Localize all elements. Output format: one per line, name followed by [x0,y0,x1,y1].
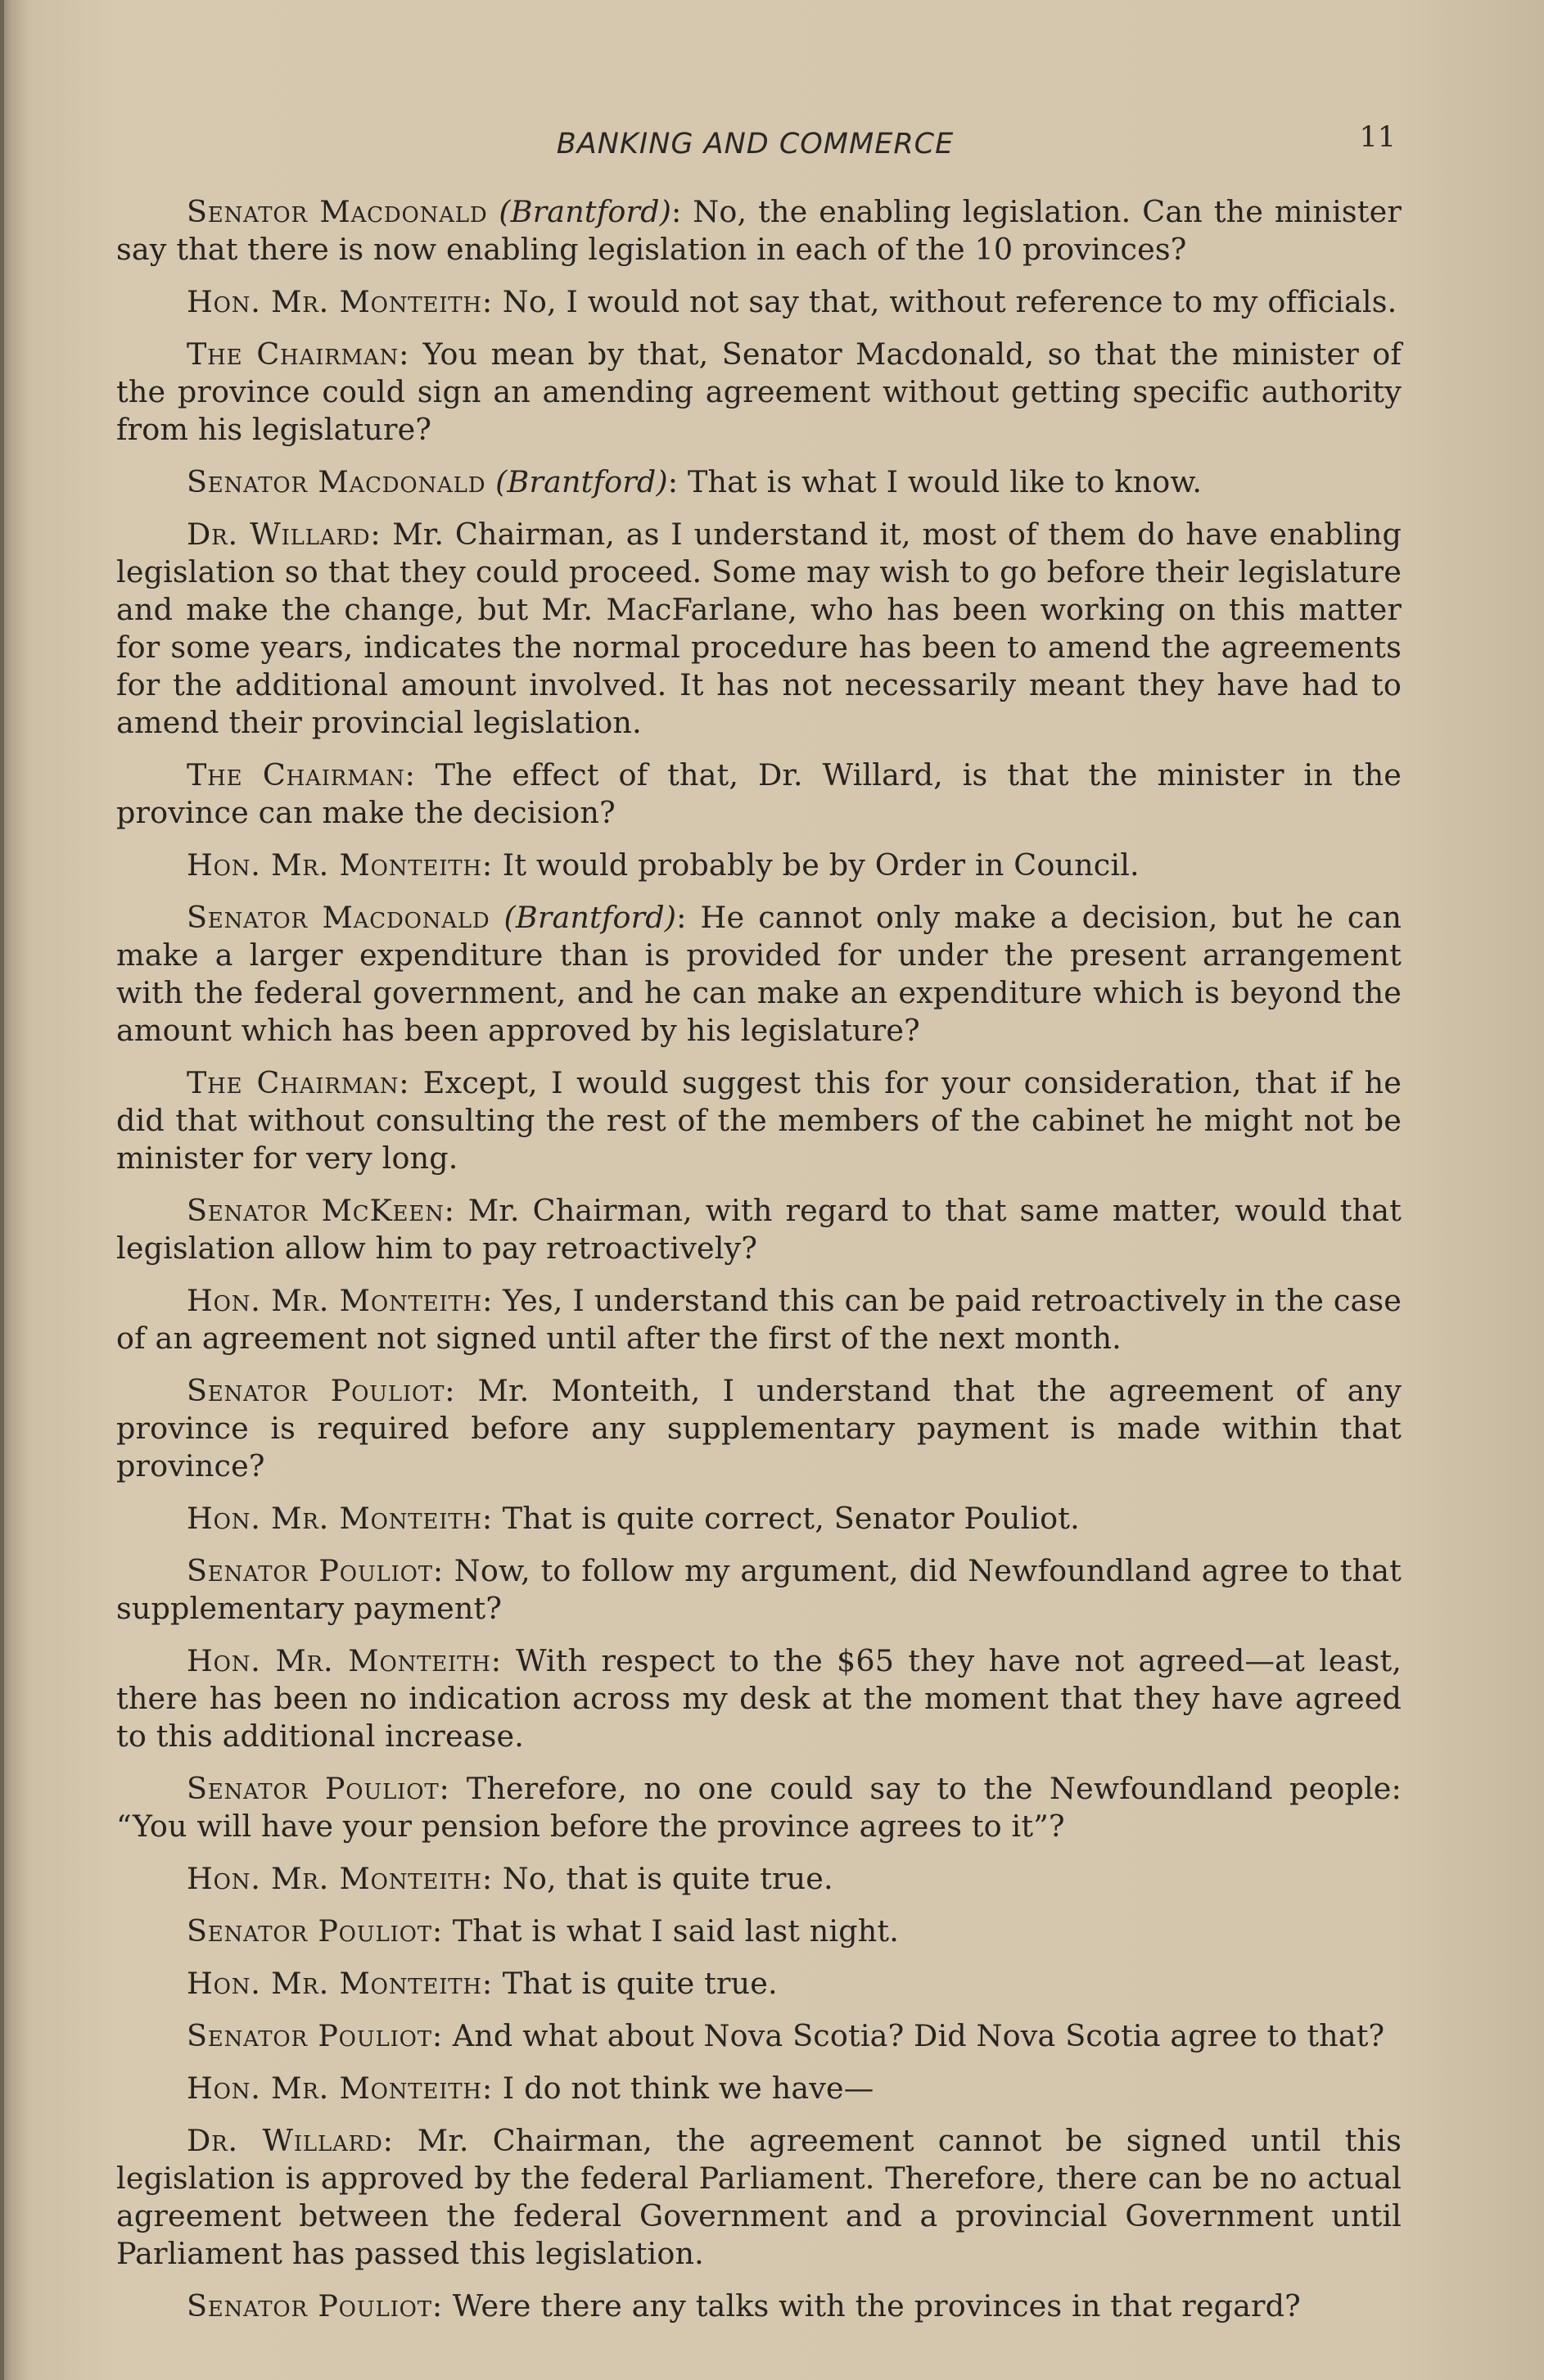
transcript-paragraph [116,847,1402,884]
speaker-name: Hon. Mr. Monteith: [187,1861,493,1896]
transcript-paragraph [116,1642,1402,1755]
speech-text: No, that is quite true. [493,1861,833,1896]
speech-text: No, the enabling legislation. Can the minister say that there is now enabling legislation in each of the 10 provinces? [116,194,1402,267]
speech-text: Except, I would suggest this for your consideration, that if he did that without consulting the rest of the members of the cabinet he might not be minister for very long. [116,1065,1402,1176]
speaker-colon: : [676,900,687,935]
speaker-colon: : [667,464,679,499]
page-number: 11 [1359,121,1396,154]
speaker-name: Hon. Mr. Monteith: [187,1283,494,1318]
transcript-paragraph [116,1770,1402,1845]
speaker-name: Hon. Mr. Monteith: [187,1501,493,1536]
speech-text: That is quite true. [493,1966,778,2001]
page-header [115,121,1396,170]
speech-text: Now, to follow my argument, did Newfoundland agree to that supplementary payment? [116,1553,1402,1626]
transcript-paragraph [116,1552,1402,1628]
speech-text: With respect to the $65 they have not agreed—at least, there has been no indication across my desk at the moment that they have agreed to this additional increase. [116,1643,1402,1754]
transcript-paragraph [116,1500,1402,1538]
transcript-paragraph [116,1282,1402,1357]
speaker-name: Dr. Willard: [187,2123,394,2158]
speech-text: Mr. Chairman, as I understand it, most of them do have enabling legislation so that they could proceed. Some may wish to go before their legislature and make the change, but Mr. MacFarlane, who has been working on this matter for some years, indicates the normal procedure has been to amend the agreements for the additional amount involved. It has not necessarily meant they have had to amend their provincial legislation. [116,517,1402,740]
speaker-name: Hon. Mr. Monteith: [187,847,493,883]
transcript-paragraph [116,2287,1402,2325]
speaker-name: Dr. Willard: [187,517,381,552]
transcript-paragraph [116,1860,1402,1898]
speaker-name: Senator McKeen: [187,1193,455,1228]
speech-text: I do not think we have— [493,2071,874,2106]
transcript-paragraph [116,336,1402,449]
speech-text: Mr. Chairman, the agreement cannot be signed until this legislation is approved by the federal Parliament. Therefore, there can be no actual agreement between the federal Government and a provincial Government until Parliament has passed this legislation. [116,2123,1402,2271]
speaker-name: Hon. Mr. Monteith: [187,2071,493,2106]
transcript-body [116,193,1402,2340]
speech-text: It would probably be by Order in Council. [493,847,1140,883]
speaker-name: Senator Pouliot: [187,2288,444,2324]
transcript-paragraph [116,1064,1402,1177]
running-head: BANKING AND COMMERCE [556,128,955,160]
speaker-name: Senator Macdonald [187,194,488,229]
speech-text: Mr. Monteith, I understand that the agreement of any province is required before any supplementary payment is made within that province? [116,1373,1402,1484]
transcript-paragraph [116,1192,1402,1267]
speech-text: Were there any talks with the provinces in that regard? [443,2288,1301,2324]
speaker-name: Senator Pouliot: [187,1373,456,1408]
speaker-name: Senator Macdonald [187,464,486,499]
speech-text: That is what I would like to know. [678,464,1203,499]
speaker-riding: (Brantford) [503,900,677,935]
speaker-name: The Chairman: [187,336,410,372]
speaker-name: The Chairman: [187,757,416,793]
speech-text: You mean by that, Senator Macdonald, so that the minister of the province could sign an amending agreement without getting specific authority from his legislature? [116,336,1402,447]
speaker-name: Senator Pouliot: [187,1553,445,1588]
binding-edge [0,0,4,2380]
transcript-paragraph [116,2122,1402,2273]
transcript-paragraph [116,1372,1402,1485]
speaker-name: Hon. Mr. Monteith: [187,1643,502,1678]
speaker-name: Hon. Mr. Monteith: [187,284,493,319]
speaker-name: Senator Pouliot: [187,1771,450,1806]
speech-text: Mr. Chairman, with regard to that same matter, would that legislation allow him to pay retroactively? [116,1193,1402,1266]
speech-text: Therefore, no one could say to the Newfoundland people: “You will have your pension before the province agrees to it”? [116,1771,1402,1844]
speaker-name: Senator Macdonald [187,900,490,935]
transcript-paragraph [116,463,1402,501]
transcript-paragraph [116,283,1402,321]
transcript-paragraph [116,193,1402,269]
transcript-paragraph [116,899,1402,1050]
transcript-paragraph [116,1965,1402,2003]
transcript-paragraph [116,2017,1402,2055]
transcript-paragraph [116,1913,1402,1950]
speech-text: And what about Nova Scotia? Did Nova Scotia agree to that? [443,2018,1385,2053]
speech-text: The effect of that, Dr. Willard, is that the minister in the province can make the decision? [116,757,1402,830]
speaker-riding: (Brantford) [495,464,668,499]
speech-text: Yes, I understand this can be paid retroactively in the case of an agreement not signed until after the first of the next month. [116,1283,1402,1356]
speaker-riding: (Brantford) [499,194,671,229]
speech-text: That is quite correct, Senator Pouliot. [493,1501,1080,1536]
transcript-paragraph [116,516,1402,742]
speech-text: That is what I said last night. [443,1913,900,1949]
transcript-paragraph [116,756,1402,832]
speech-text: No, I would not say that, without reference to my officials. [493,284,1397,319]
speaker-name: The Chairman: [187,1065,410,1100]
speaker-colon: : [670,194,682,229]
transcript-paragraph [116,2070,1402,2107]
speaker-name: Senator Pouliot: [187,1913,444,1949]
speech-text: He cannot only make a decision, but he can make a larger expenditure than is provided for under the present arrangement with the federal government, and he can make an expenditure which is beyond the amount which has been approved by his legislature? [116,900,1402,1048]
speaker-name: Hon. Mr. Monteith: [187,1966,493,2001]
speaker-name: Senator Pouliot: [187,2018,444,2053]
